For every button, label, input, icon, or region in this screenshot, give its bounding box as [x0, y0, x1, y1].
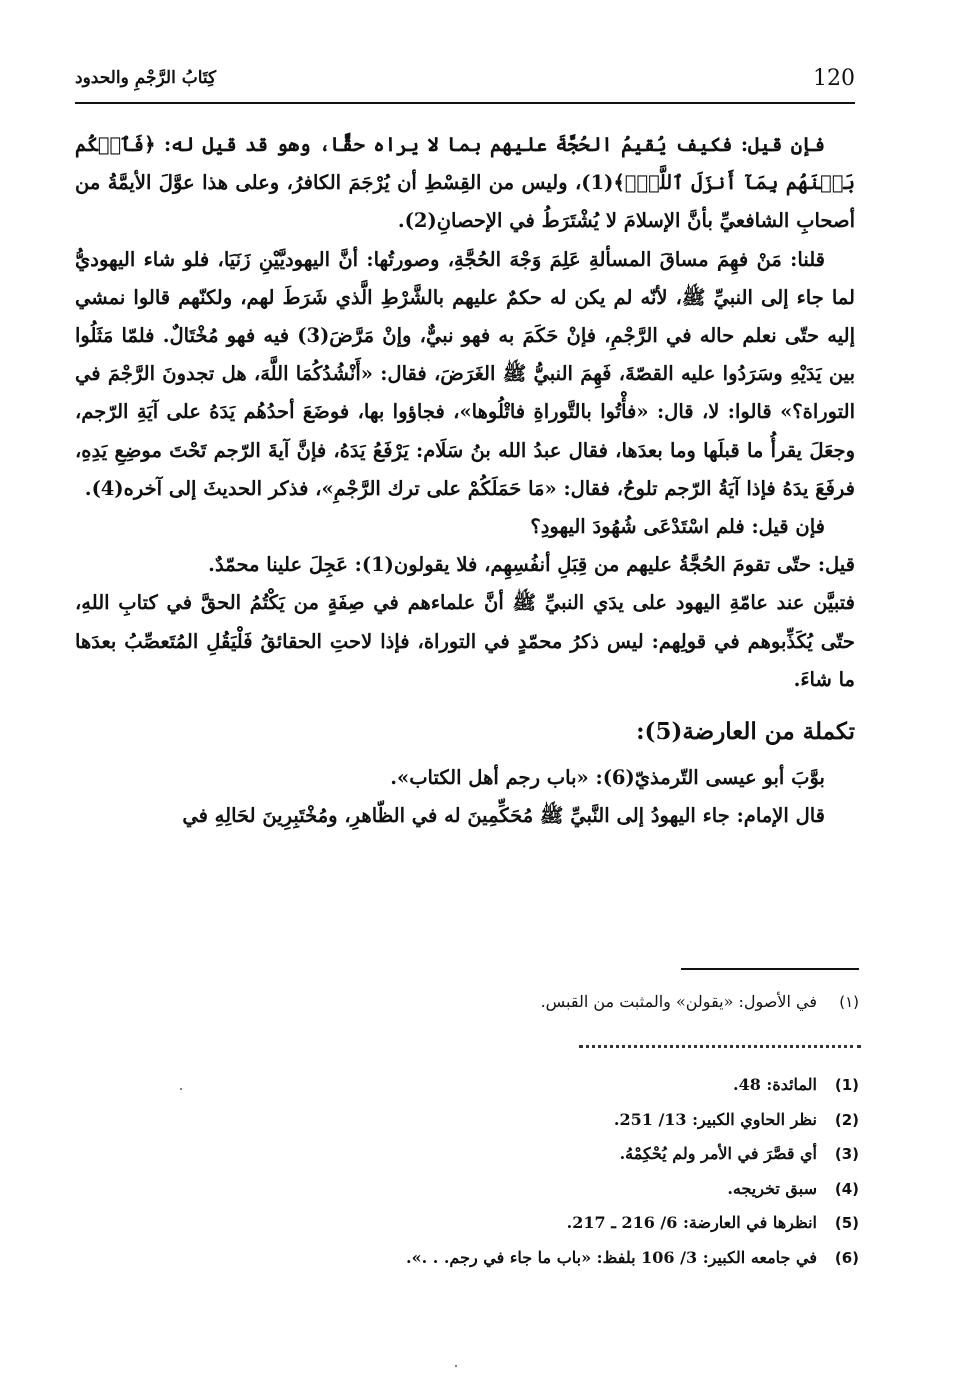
paragraph: قال الإمام: جاء اليهودُ إلى النَّبيِّ ﷺ مُحَكِّمِينَ له في الظّاهرِ، ومُخْتَبِرِينَ لحَالِهِ في [182, 804, 825, 828]
variant-note-row [169, 985, 859, 1019]
footnote-text: في جامعه الكبير: 3/ 106 بلفظ: «باب ما جاء في رجم. . .». [406, 1247, 817, 1267]
footnote [169, 1137, 859, 1172]
body-text [75, 126, 855, 835]
page-header [75, 60, 855, 100]
footnote-number: (4) [834, 1179, 859, 1198]
paragraph: قيل: حتّى تقومَ الحُجَّةُ عليهم من قِبَلِ أنفُسِهِم، فلا يقولون(1): عَجِلَ علينا محمّدٌ. [208, 553, 855, 577]
footnote-number: (5) [834, 1214, 859, 1232]
footnote [169, 1241, 859, 1276]
footnote-number: (1) [834, 1076, 859, 1094]
paragraph: بوَّبَ أبو عيسى التّرمذيّ(6): «باب رجم أهل الكتاب». [390, 766, 825, 790]
footnote-number: (2) [834, 1110, 859, 1129]
paragraph: فتبيَّن عند عامّةِ اليهود على يدَي النبيِّ ﷺ أنَّ علماءهم في صِفَةٍ من يَكْتُمُ الحقَّ في كتابِ اللهِ، حتّى يُكَذِّبوهم في قولِهم: ليس ذكرُ محمّدٍ في التوراة، فإذا لاحتِ الحقائقُ فَلْيَقُلِ المُتَعصِّبُ بعدَها ما شاءَ. [75, 591, 855, 691]
footnote-number: (6) [834, 1248, 859, 1267]
footnote-text: المائدة: 48. [733, 1075, 817, 1094]
variant-note-text: في الأصول: «يقولن» والمثبت من القبس. [540, 992, 817, 1011]
scan-speck [180, 1088, 182, 1090]
dotted-separator [579, 1045, 861, 1048]
footnote [169, 1206, 859, 1241]
footnote [169, 1068, 859, 1103]
footnote-rule [681, 968, 859, 970]
footnote [169, 1103, 859, 1138]
footnotes [169, 1068, 859, 1275]
page-number: 120 [813, 66, 855, 91]
header-rule [75, 102, 855, 104]
scan-speck [455, 1365, 457, 1367]
footnote-text: أي قصَّرَ في الأمر ولم يُحْكِمْهُ. [619, 1144, 817, 1163]
variant-note-number: (١) [839, 993, 859, 1011]
section-heading: تكملة من العارضة(5): [636, 718, 855, 746]
footnote-text: نظر الحاوي الكبير: 13/ 251. [613, 1109, 817, 1129]
running-title: كِتَابُ الرَّجْمِ والحدود [75, 68, 217, 88]
footnote-text: سبق تخريجه. [727, 1178, 817, 1198]
footnote-text: انظرها في العارضة: 6/ 216 ـ 217. [566, 1213, 817, 1232]
paragraph: قلنا: مَنْ فهِمَ مساقَ المسألةِ عَلِمَ وَجْهَ الحُجَّةِ، وصورتُها: أنَّ اليهوديَّيْنِ زَنَيَا، فلو شاء اليهوديُّ لما جاء إلى النبيِّ ﷺ، لأنّه لم يكن له حكمٌ عليهم بالشَّرْطِ الَّذي شَرَطَ لهم، ولكنّهم قالوا نمشي إليه حتّى نعلم حاله في الرَّجْمِ، فإنْ حَكَمَ به فهو نبيٌّ، وإنْ مَرَّضَ(3) فيه فهو مُخْتَالٌ. فلمّا مَثَلُوا بين يَدَيْهِ وسَرَدُوا عليه القصّةَ، فَهِمَ النبيُّ ﷺ الغَرَضَ، فقال: «أَنْشُدُكُمَا اللَّهَ، هل تجدونَ الرَّجْمَ في التوراة؟» قالوا: لا، قال: «فأْتُوا بالتَّوراةِ فاتْلُوها»، فجاؤوا بها، فوضَعَ أحدُهُم يَدَهُ على آيَةِ الرّجم، وجعَلَ يقرأُ ما قبلَها وما بعدَها، فقال عبدُ الله بنُ سَلَام: يَرْفَعُ يَدَهُ، فإنَّ آيةَ الرّجم تَحْتَ موضِعِ يَدِهِ، فرفَعَ يدَهُ فإذا آيَةُ الرّجم تلوحُ، فقال: «مَا حَمَلَكُمْ على ترك الرَّجْمِ»، فذكر الحديثَ إلى آخره(4). [75, 247, 855, 500]
variant-note [169, 985, 859, 1019]
paragraph: فإن قيل: فلم اسْتَدْعَى شُهُودَ اليهودِ؟ [530, 515, 825, 539]
footnote [169, 1172, 859, 1207]
footnote-number: (3) [834, 1145, 859, 1163]
paragraph: فإن قيل: فكيف يُقيمُ الحُجَّةَ عليهم بما لا يراه حقًّا، وهو قد قيل له: ﴿فَٱحۡكُم بَيۡنَهُم بِمَآ أَنزَلَ ٱللَّهُۖ﴾(1)، وليس من القِسْطِ أن يُرْجَمَ الكافرُ، وعلى هذا عوَّلَ الأيمَّةُ من أصحابِ الشافعيِّ بأنَّ الإسلامَ لا يُشْتَرَطُ في الإحصانِ(2). [75, 133, 855, 233]
